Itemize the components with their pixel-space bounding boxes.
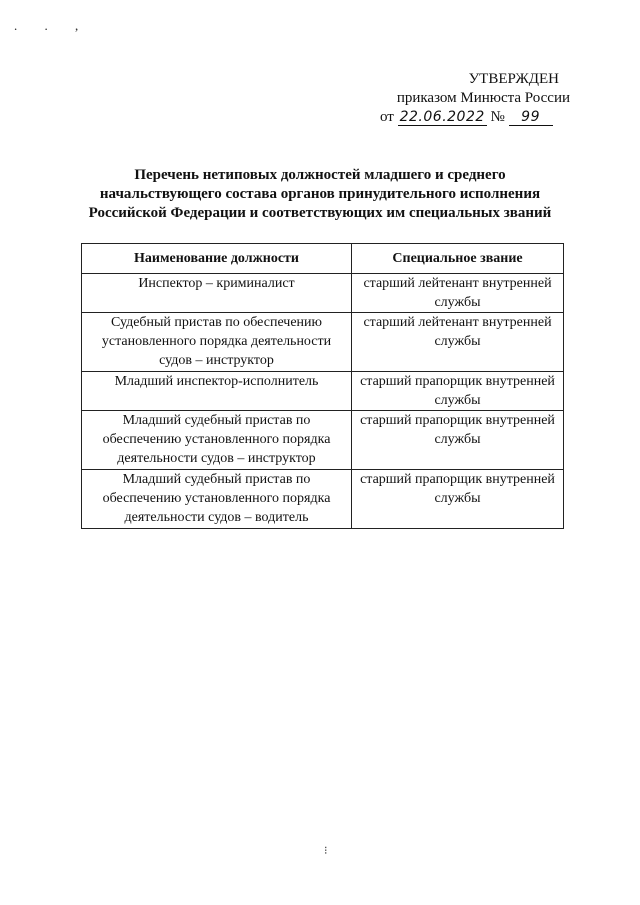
table-row <box>82 411 564 470</box>
approval-heading: УТВЕРЖДЕН <box>468 71 559 87</box>
rank-cell: старший прапорщик внутренней службы <box>352 411 564 470</box>
positions-table <box>81 243 564 529</box>
table-row <box>82 274 564 313</box>
approval-order-line: приказом Минюста России <box>396 90 570 106</box>
date-prefix: от <box>380 109 394 125</box>
table-header-row <box>82 244 564 274</box>
approval-date-line <box>380 108 570 127</box>
table-row <box>82 470 564 529</box>
header-rank: Специальное звание <box>352 244 564 274</box>
rank-cell: старший лейтенант внутренней службы <box>352 313 564 372</box>
position-cell: Младший судебный пристав по обеспечению установленного порядка деятельности судов – инструктор <box>82 411 352 470</box>
position-cell: Младший судебный пристав по обеспечению установленного порядка деятельности судов – водитель <box>82 470 352 529</box>
position-cell: Судебный пристав по обеспечению установленного порядка деятельности судов – инструктор <box>82 313 352 372</box>
position-cell: Младший инспектор-исполнитель <box>82 372 352 411</box>
scan-marks: . . , <box>14 18 91 33</box>
rank-cell: старший прапорщик внутренней службы <box>352 372 564 411</box>
handwritten-number: 99 <box>509 110 553 126</box>
handwritten-date: 22.06.2022 <box>399 109 485 125</box>
position-cell: Инспектор – криминалист <box>82 274 352 313</box>
document-title: Перечень нетиповых должностей младшего и среднего начальствующего состава органов принудительного исполнения Российской Федерации и соответствующих им специальных званий <box>88 167 552 221</box>
number-prefix: № <box>490 109 505 125</box>
rank-cell: старший прапорщик внутренней службы <box>352 470 564 529</box>
approval-block <box>380 70 570 127</box>
rank-cell: старший лейтенант внутренней службы <box>352 274 564 313</box>
table-row <box>82 372 564 411</box>
table-row <box>82 313 564 372</box>
header-position: Наименование должности <box>82 244 352 274</box>
scan-footer-mark: ⁝ <box>324 845 328 857</box>
